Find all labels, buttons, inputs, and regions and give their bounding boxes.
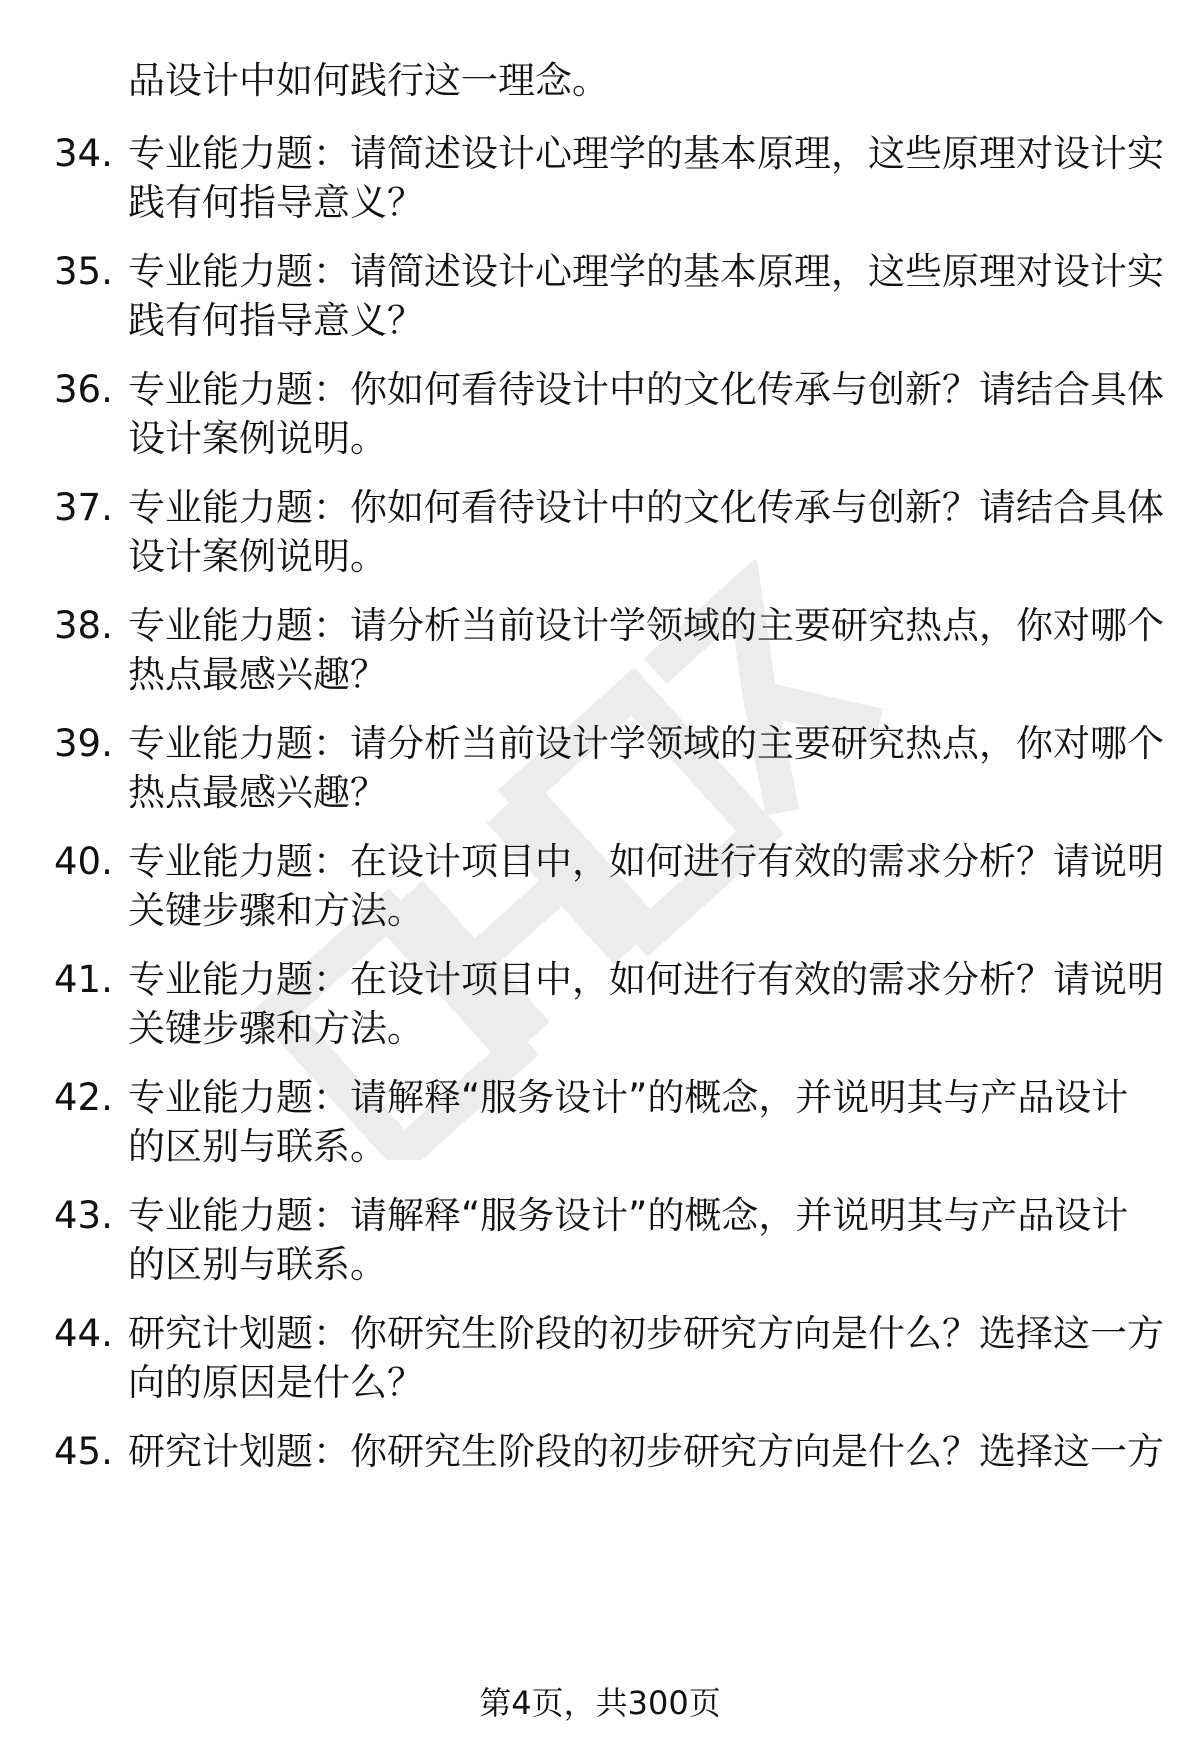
question-text-line1: 专业能力题：你如何看待设计中的文化传承与创新？请结合具体	[128, 368, 1164, 411]
question-text-line2: 设计案例说明。	[128, 417, 387, 460]
question-text-line1: 专业能力题：请简述设计心理学的基本原理，这些原理对设计实	[128, 132, 1164, 175]
question-number: 44.	[54, 1312, 113, 1355]
question-text-line1: 专业能力题：请解释“服务设计”的概念，并说明其与产品设计	[128, 1194, 1129, 1237]
question-text-line2: 关键步骤和方法。	[128, 889, 424, 932]
question-text-line2: 关键步骤和方法。	[128, 1007, 424, 1050]
question-text-line2: 的区别与联系。	[128, 1125, 387, 1168]
question-text-line2: 向的原因是什么？	[128, 1361, 424, 1404]
question-text-line2: 践有何指导意义？	[128, 299, 424, 342]
question-text-line1: 专业能力题：请简述设计心理学的基本原理，这些原理对设计实	[128, 250, 1164, 293]
question-text-line1: 研究计划题：你研究生阶段的初步研究方向是什么？选择这一方	[128, 1312, 1164, 1355]
question-number: 38.	[54, 604, 113, 647]
question-text-line1: 专业能力题：请分析当前设计学领域的主要研究热点，你对哪个	[128, 604, 1164, 647]
question-text-line2: 热点最感兴趣？	[128, 771, 387, 814]
question-text-line2: 践有何指导意义？	[128, 181, 424, 224]
question-number: 43.	[54, 1194, 113, 1237]
question-number: 34.	[54, 132, 113, 175]
question-text-line2: 热点最感兴趣？	[128, 653, 387, 696]
page-footer: 第4页，共300页	[479, 1684, 721, 1722]
question-text-line1: 研究计划题：你研究生阶段的初步研究方向是什么？选择这一方	[128, 1430, 1164, 1473]
question-number: 40.	[54, 840, 113, 883]
question-text-line1: 专业能力题：请分析当前设计学领域的主要研究热点，你对哪个	[128, 722, 1164, 765]
question-number: 39.	[54, 722, 113, 765]
lead-in-text: 品设计中如何践行这一理念。	[128, 59, 609, 102]
question-number: 37.	[54, 486, 113, 529]
question-text-line1: 专业能力题：你如何看待设计中的文化传承与创新？请结合具体	[128, 486, 1164, 529]
question-text-line1: 专业能力题：在设计项目中，如何进行有效的需求分析？请说明	[128, 840, 1164, 883]
question-text-line2: 的区别与联系。	[128, 1243, 387, 1286]
question-text-line1: 专业能力题：请解释“服务设计”的概念，并说明其与产品设计	[128, 1076, 1129, 1119]
question-number: 41.	[54, 958, 113, 1001]
question-text-line1: 专业能力题：在设计项目中，如何进行有效的需求分析？请说明	[128, 958, 1164, 1001]
question-number: 45.	[54, 1430, 113, 1473]
question-number: 36.	[54, 368, 113, 411]
question-number: 42.	[54, 1076, 113, 1119]
question-number: 35.	[54, 250, 113, 293]
question-text-line2: 设计案例说明。	[128, 535, 387, 578]
